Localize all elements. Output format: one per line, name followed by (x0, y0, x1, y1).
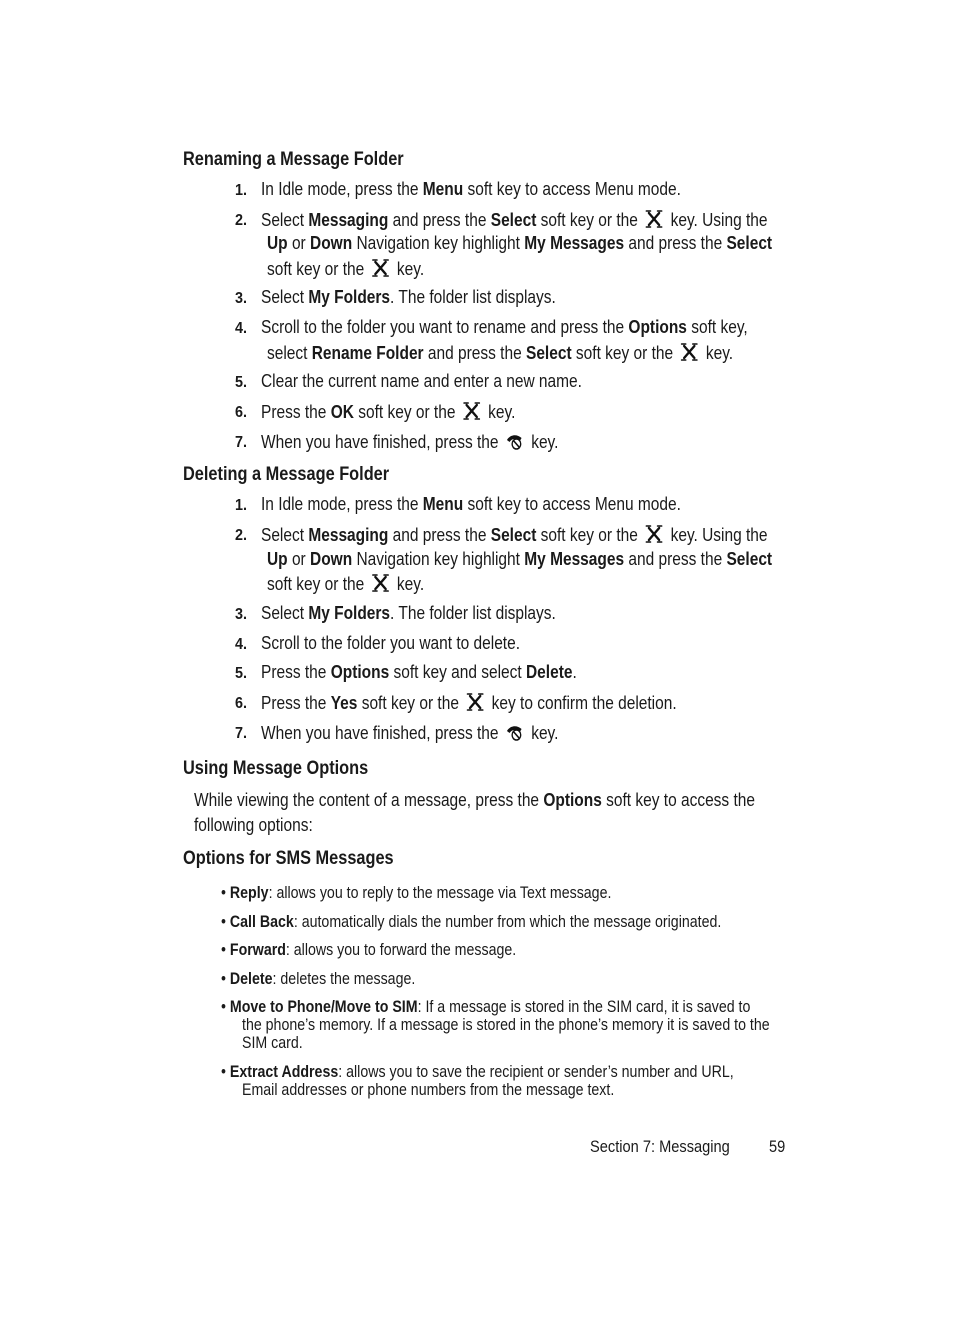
delete-step-4: Scroll to the folder you want to delete. (261, 633, 521, 653)
rename-step-2-line-3: soft key or the key. (267, 259, 425, 279)
bullet-move-line-3: SIM card. (242, 1034, 303, 1052)
step-number: 6. (235, 404, 248, 421)
delete-step-3: Select My Folders. The folder list displays. (261, 603, 556, 623)
footer-section: Section 7: Messaging (590, 1137, 730, 1156)
step-number: 4. (235, 636, 248, 653)
step-number: 3. (235, 606, 248, 623)
delete-step-2: Select Messaging and press the Select soft key or the key. Using the (261, 525, 768, 545)
step-number: 7. (235, 434, 248, 451)
select-key-icon (645, 524, 664, 544)
step-number: 7. (235, 725, 248, 742)
step-number: 6. (235, 695, 248, 712)
delete-step-1: In Idle mode, press the Menu soft key to access Menu mode. (261, 494, 681, 514)
page-number: 59 (769, 1137, 786, 1156)
step-number: 2. (235, 527, 248, 544)
rename-step-3: Select My Folders. The folder list displays. (261, 287, 556, 307)
options-intro-line-2: following options: (194, 815, 313, 835)
rename-step-6: Press the OK soft key or the key. (261, 402, 516, 422)
step-number: 5. (235, 665, 248, 682)
step-number: 5. (235, 374, 248, 391)
delete-step-6: Press the Yes soft key or the key to confirm the deletion. (261, 693, 677, 713)
rename-step-2-line-2: Up or Down Navigation key highlight My Messages and press the Select (267, 233, 773, 253)
rename-step-2: Select Messaging and press the Select soft key or the key. Using the (261, 210, 768, 230)
step-number: 1. (235, 497, 248, 514)
end-key-icon (505, 722, 524, 742)
rename-step-5: Clear the current name and enter a new name. (261, 371, 582, 391)
heading-using-options: Using Message Options (183, 758, 369, 779)
select-key-icon (680, 342, 699, 362)
bullet-forward: • Forward: allows you to forward the message. (221, 941, 517, 959)
rename-step-7: When you have finished, press the key. (261, 432, 559, 452)
step-number: 1. (235, 182, 248, 199)
delete-step-5: Press the Options soft key and select Delete. (261, 662, 577, 682)
heading-sms-options: Options for SMS Messages (183, 848, 394, 869)
select-key-icon (645, 209, 664, 229)
bullet-delete: • Delete: deletes the message. (221, 970, 416, 988)
bullet-move-line-2: the phone’s memory. If a message is stored in the phone’s memory it is saved to the (242, 1016, 770, 1034)
step-number: 4. (235, 320, 248, 337)
end-key-icon (505, 431, 524, 451)
delete-step-2-line-2: Up or Down Navigation key highlight My Messages and press the Select (267, 549, 773, 569)
rename-step-1: In Idle mode, press the Menu soft key to access Menu mode. (261, 179, 681, 199)
delete-step-2-line-3: soft key or the key. (267, 574, 425, 594)
options-intro-line-1: While viewing the content of a message, press the Options soft key to access the (194, 790, 755, 810)
bullet-move: • Move to Phone/Move to SIM: If a message is stored in the SIM card, it is saved to (221, 998, 751, 1016)
rename-step-4: Scroll to the folder you want to rename and press the Options soft key, (261, 317, 748, 337)
heading-deleting: Deleting a Message Folder (183, 464, 390, 485)
heading-renaming: Renaming a Message Folder (183, 149, 404, 170)
bullet-extract: • Extract Address: allows you to save the recipient or sender’s number and URL, (221, 1063, 734, 1081)
step-number: 2. (235, 212, 248, 229)
rename-step-4-line-2: select Rename Folder and press the Select soft key or the key. (267, 343, 734, 363)
select-key-icon (466, 692, 485, 712)
bullet-reply: • Reply: allows you to reply to the message via Text message. (221, 884, 612, 902)
bullet-call-back: • Call Back: automatically dials the number from which the message originated. (221, 913, 722, 931)
select-key-icon (371, 573, 390, 593)
select-key-icon (462, 401, 481, 421)
select-key-icon (371, 258, 390, 278)
delete-step-7: When you have finished, press the key. (261, 723, 559, 743)
step-number: 3. (235, 290, 248, 307)
bullet-extract-line-2: Email addresses or phone numbers from the message text. (242, 1081, 615, 1099)
